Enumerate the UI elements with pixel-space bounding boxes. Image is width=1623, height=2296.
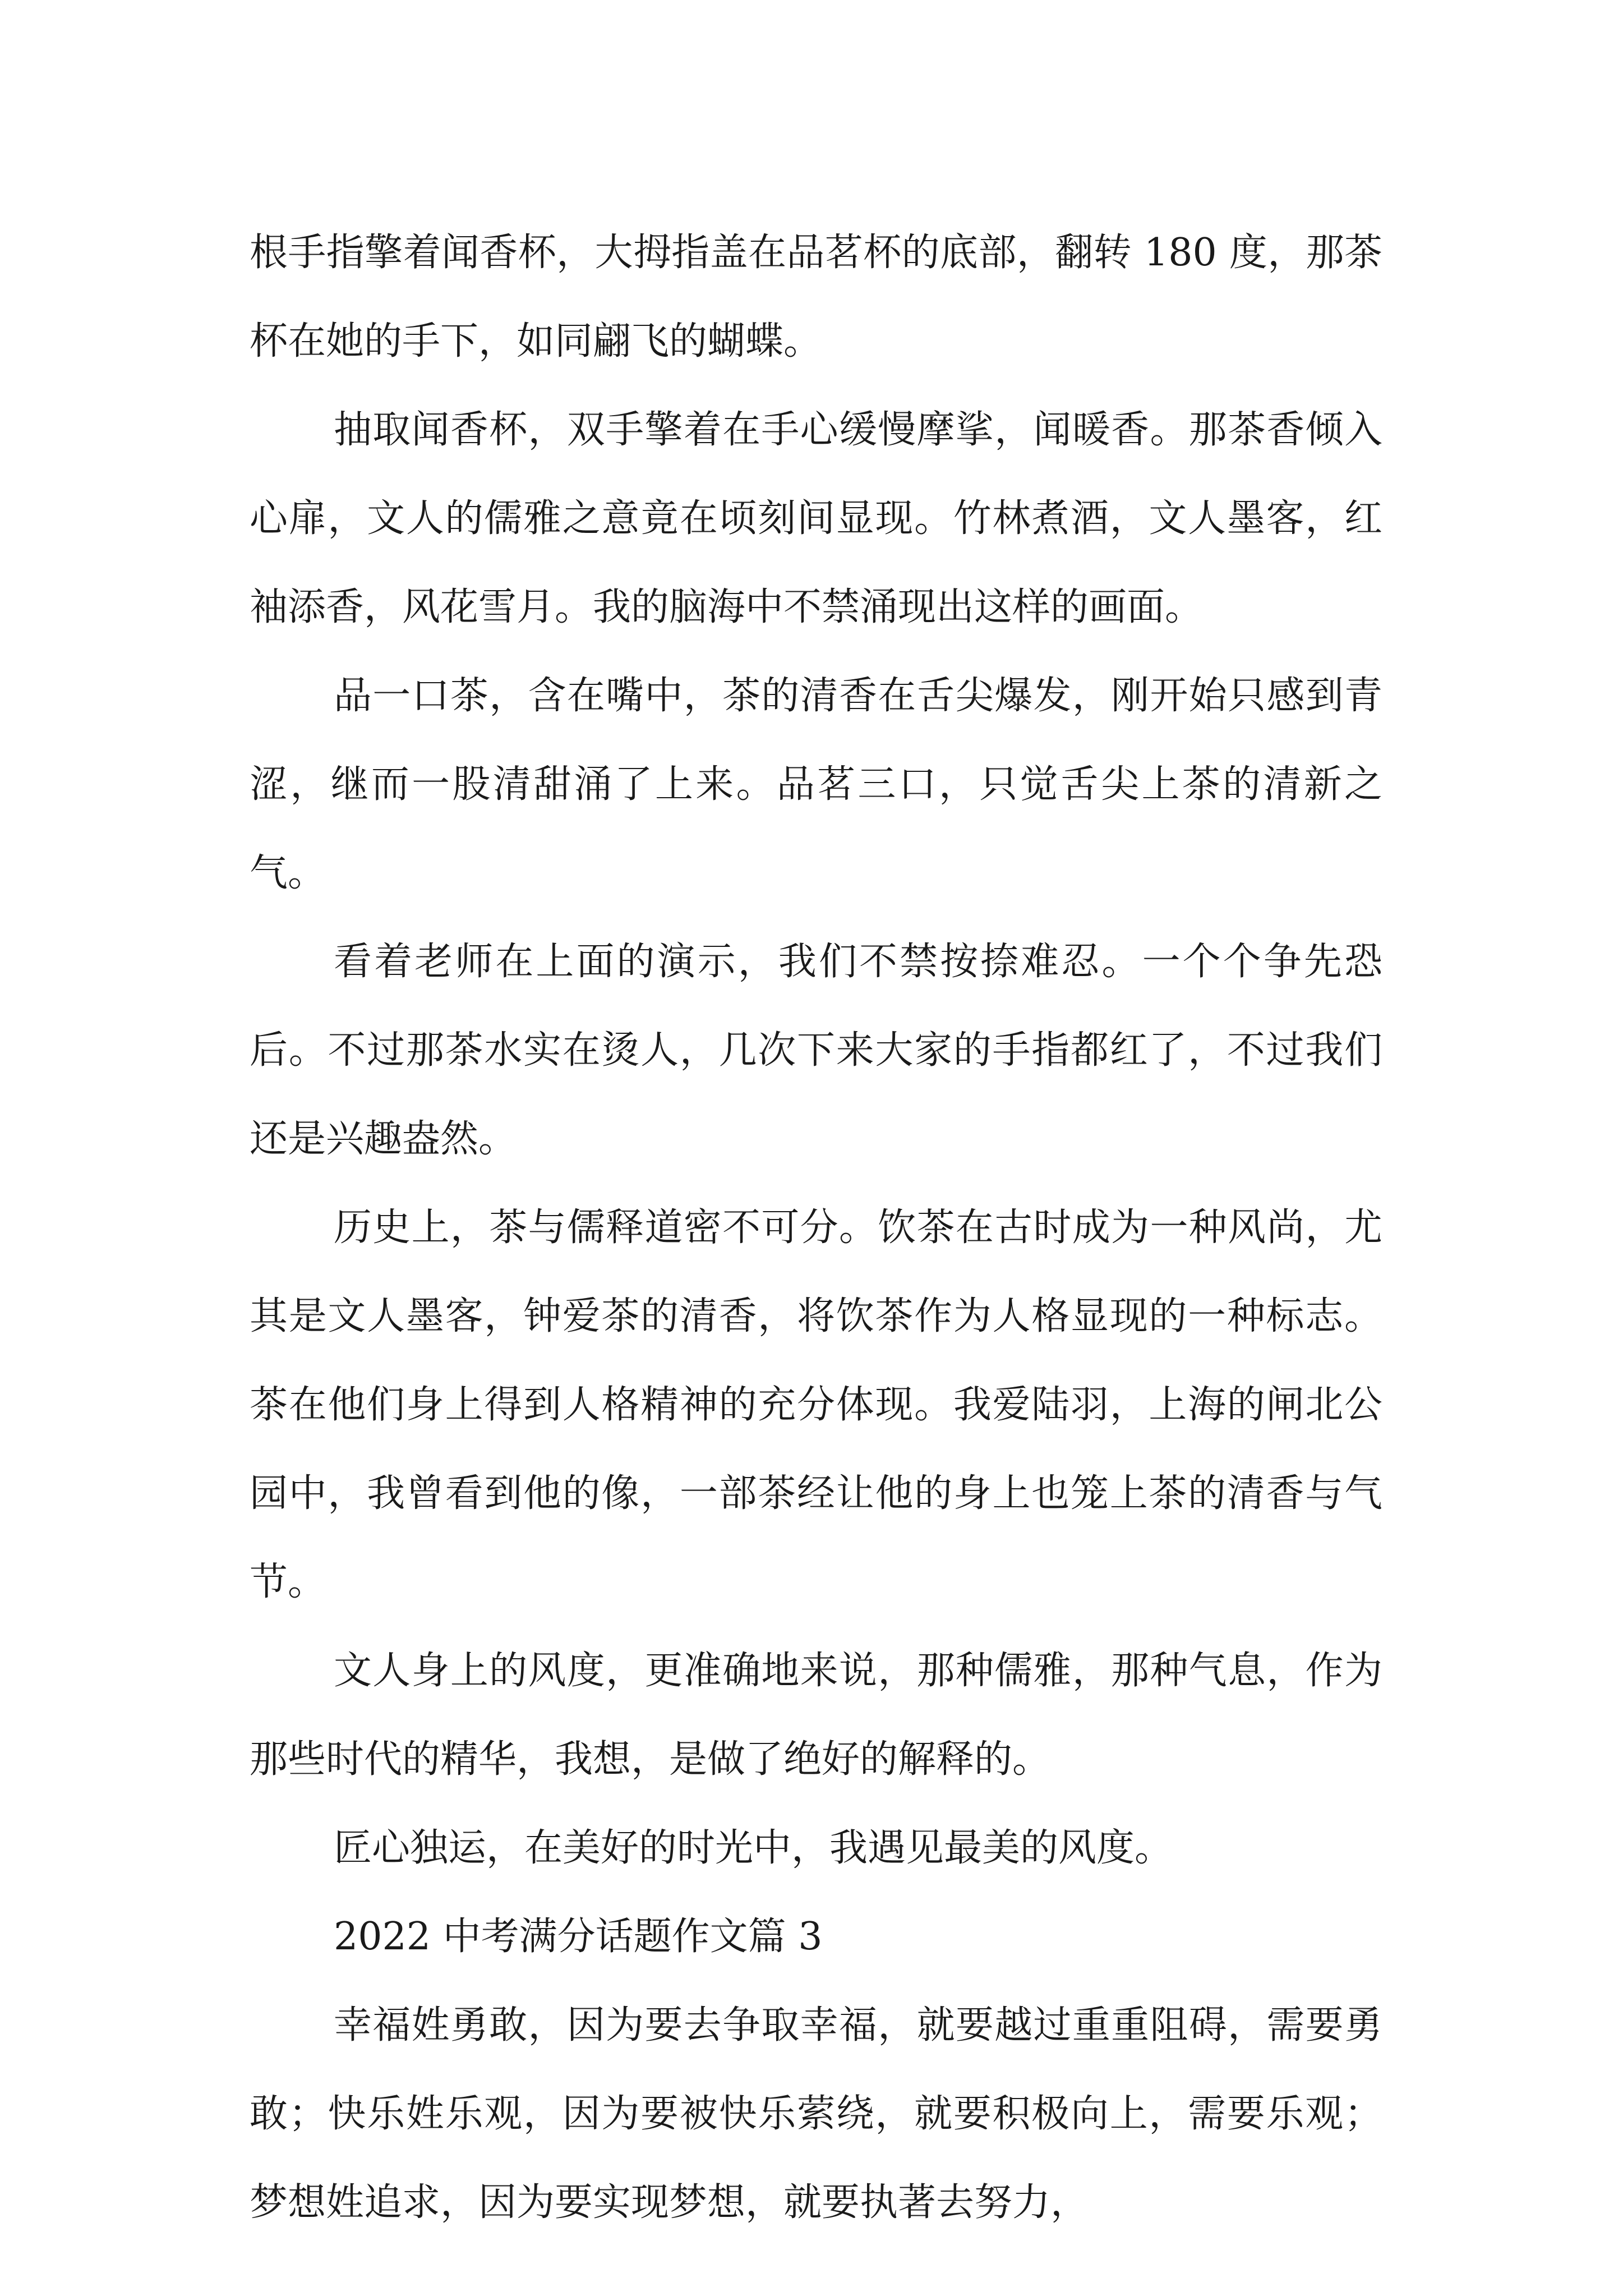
section-heading: 2022 中考满分话题作文篇 3 — [334, 1915, 823, 1959]
paragraph: 文人身上的风度，更准确地来说，那种儒雅，那种气息，作为那些时代的精华，我想，是做了绝好的解释的。 — [250, 1649, 1382, 1782]
paragraph: 品一口茶，含在嘴中，茶的清香在舌尖爆发，刚开始只感到青涩，继而一股清甜涌了上来。品茗三口，只觉舌尖上茶的清新之气。 — [250, 674, 1382, 895]
paragraph: 抽取闻香杯，双手擎着在手心缓慢摩挲，闻暖香。那茶香倾入心扉，文人的儒雅之意竟在顷刻间显现。竹林煮酒，文人墨客，红袖添香，风花雪月。我的脑海中不禁涌现出这样的画面。 — [250, 408, 1382, 629]
paragraph: 看着老师在上面的演示，我们不禁按捺难忍。一个个争先恐后。不过那茶水实在烫人，几次下来大家的手指都红了，不过我们还是兴趣盎然。 — [250, 940, 1382, 1161]
document-body — [250, 209, 1382, 2247]
paragraph: 匠心独运，在美好的时光中，我遇见最美的风度。 — [334, 1826, 1173, 1870]
paragraph: 幸福姓勇敢，因为要去争取幸福，就要越过重重阻碍，需要勇敢；快乐姓乐观，因为要被快乐萦绕，就要积极向上，需要乐观；梦想姓追求，因为要实现梦想，就要执著去努力， — [250, 2003, 1382, 2225]
paragraph: 历史上，茶与儒释道密不可分。饮茶在古时成为一种风尚，尤其是文人墨客，钟爱茶的清香，将饮茶作为人格显现的一种标志。茶在他们身上得到人格精神的充分体现。我爱陆羽，上海的闸北公园中，我曾看到他的像，一部茶经让他的身上也笼上茶的清香与气节。 — [250, 1205, 1382, 1604]
paragraph-continued: 根手指擎着闻香杯，大拇指盖在品茗杯的底部，翻转 180 度，那茶杯在她的手下，如同翩飞的蝴蝶。 — [250, 231, 1382, 364]
